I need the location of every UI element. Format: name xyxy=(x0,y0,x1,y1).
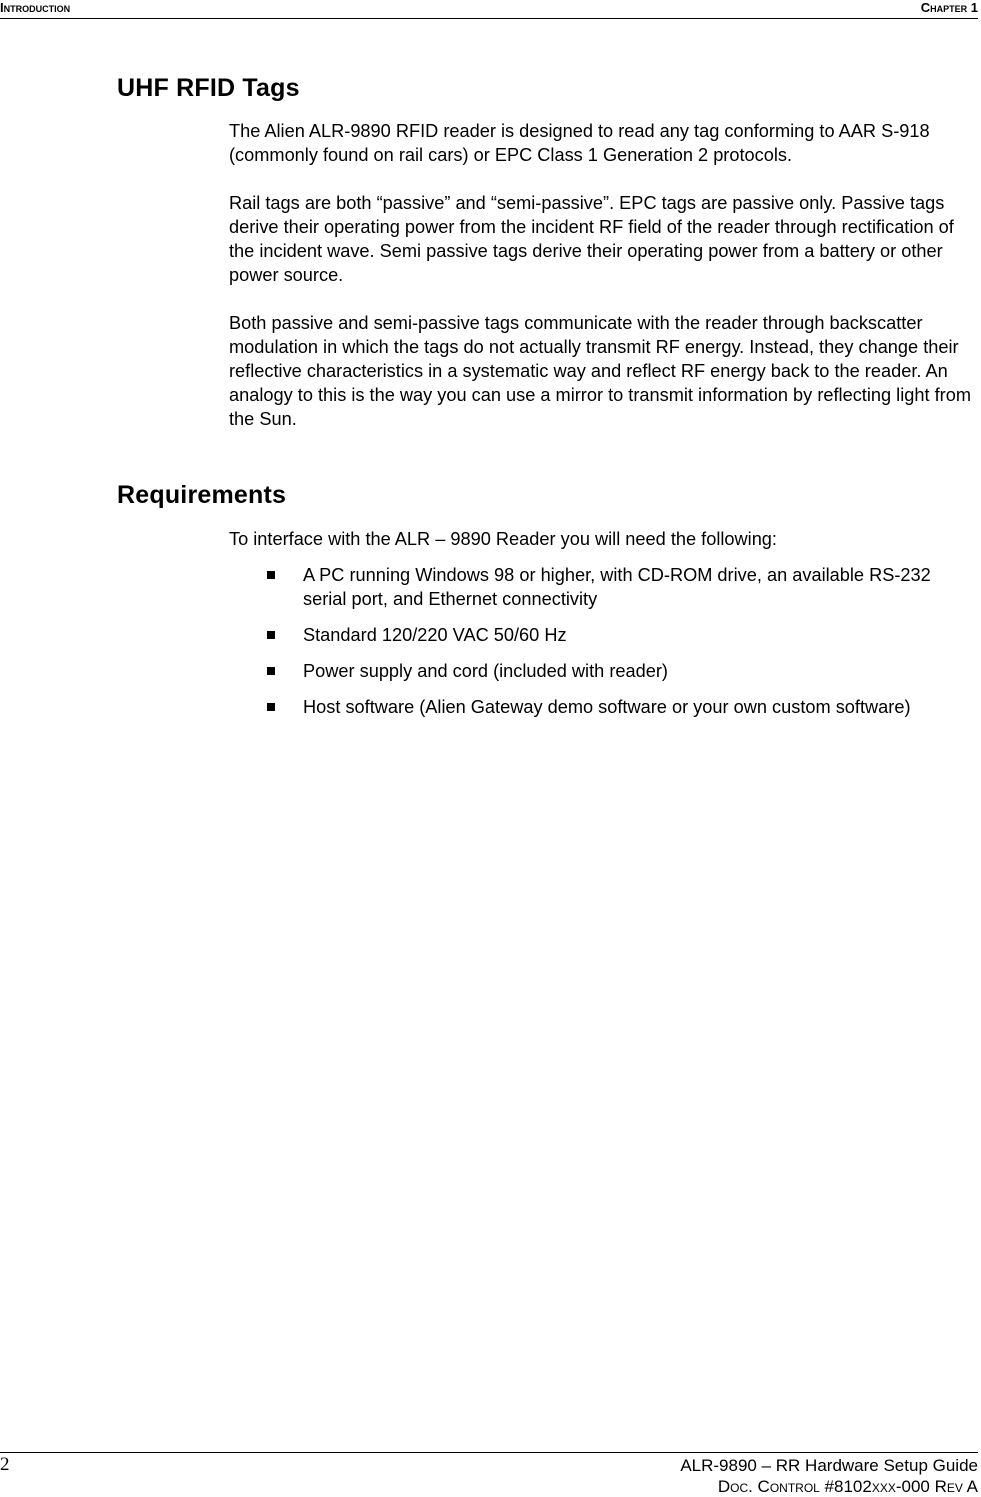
list-item xyxy=(265,695,965,719)
header-section-title: Introduction xyxy=(0,0,71,15)
page-footer xyxy=(680,1455,978,1497)
list-item xyxy=(265,659,965,683)
square-bullet-icon xyxy=(267,703,275,711)
list-item xyxy=(265,623,965,647)
paragraph-passive-tags: Rail tags are both “passive” and “semi-passive”. EPC tags are passive only. Passive tags derive their operating power from the incident RF field of the reader through rectification of the incident wave. Semi passive tags derive their operating power from a battery or other power source. xyxy=(229,193,954,285)
list-item-text: Power supply and cord (included with reader) xyxy=(303,661,668,681)
requirements-list xyxy=(265,563,965,731)
heading-uhf-rfid-tags: UHF RFID Tags xyxy=(117,74,300,102)
square-bullet-icon xyxy=(267,667,275,675)
square-bullet-icon xyxy=(267,571,275,579)
page-header xyxy=(0,0,978,19)
list-item xyxy=(265,563,965,611)
square-bullet-icon xyxy=(267,631,275,639)
paragraph-reader-protocols: The Alien ALR-9890 RFID reader is designed to read any tag conforming to AAR S-918 (commonly found on rail cars) or EPC Class 1 Generation 2 protocols. xyxy=(229,121,930,165)
page-number: 2 xyxy=(0,1454,10,1475)
list-item-text: Standard 120/220 VAC 50/60 Hz xyxy=(303,625,567,645)
footer-doc-control: Doc. Control #8102xxx-000 Rev A xyxy=(717,1477,978,1496)
header-chapter: Chapter 1 xyxy=(920,0,978,15)
requirements-intro: To interface with the ALR – 9890 Reader you will need the following: xyxy=(229,529,777,549)
list-item-text: Host software (Alien Gateway demo software or your own custom software) xyxy=(303,697,911,717)
heading-requirements: Requirements xyxy=(117,481,287,509)
footer-guide-title: ALR-9890 – RR Hardware Setup Guide xyxy=(680,1456,978,1475)
paragraph-backscatter: Both passive and semi-passive tags communicate with the reader through backscatter modulation in which the tags do not actually transmit RF energy. Instead, they change their reflective characteristics in a systematic way and reflect RF energy back to the reader. An analogy to this is the way you can use a mirror to transmit information by reflecting light from the Sun. xyxy=(229,313,971,429)
footer-divider xyxy=(0,1452,978,1453)
list-item-text: A PC running Windows 98 or higher, with CD-ROM drive, an available RS-232 serial port, and Ethernet connectivity xyxy=(303,565,931,609)
